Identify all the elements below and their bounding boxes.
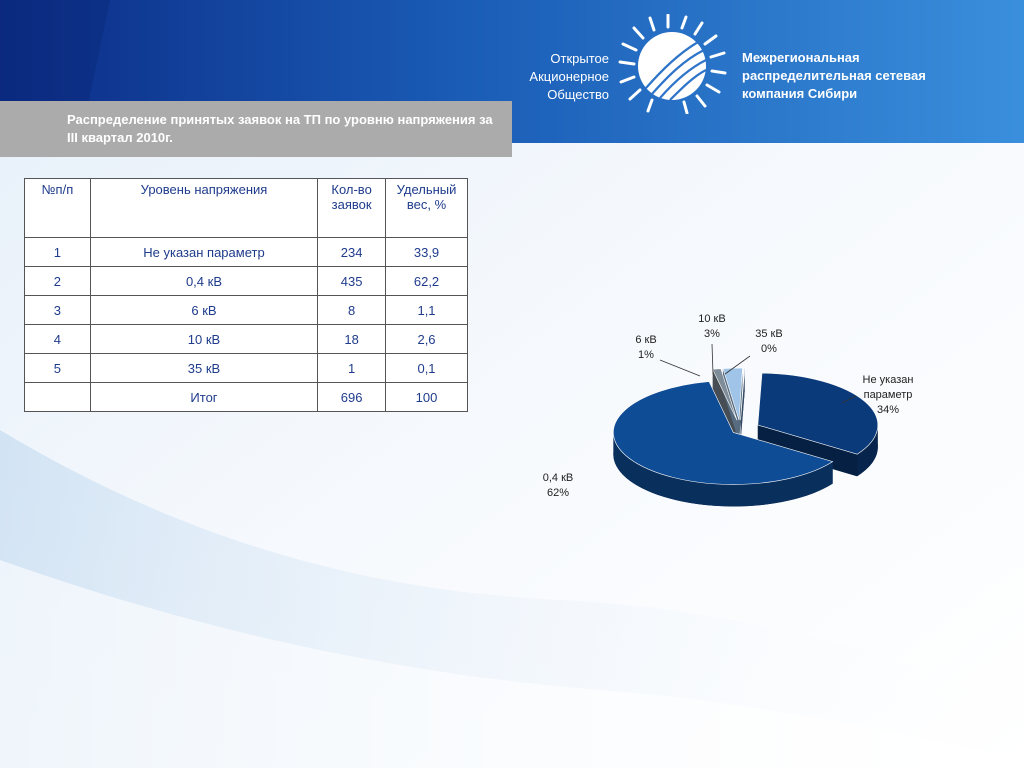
table-cell <box>25 383 91 412</box>
table-cell: 10 кВ <box>90 325 317 354</box>
table-header-row <box>25 179 468 238</box>
table-cell: 2,6 <box>386 325 468 354</box>
pie-data-label: 0,4 кВ <box>542 472 574 484</box>
applications-table <box>24 178 468 412</box>
table-cell: 8 <box>318 296 386 325</box>
pie-data-label: 1% <box>638 349 654 361</box>
company-logo-icon <box>612 14 740 114</box>
pie-data-label: 0% <box>761 343 777 355</box>
company-form-line: Открытое <box>550 51 609 66</box>
table-cell: 1,1 <box>386 296 468 325</box>
table-cell: 18 <box>318 325 386 354</box>
slide-title: Распределение принятых заявок на ТП по уровню напряжения за III квартал 2010г. <box>67 112 493 145</box>
company-name <box>742 49 1012 103</box>
col-count-header: Кол-во заявок <box>318 179 386 238</box>
table-total-row <box>25 383 468 412</box>
table-cell: Итог <box>90 383 317 412</box>
pie-data-label: параметр <box>863 389 913 401</box>
company-name-line: Межрегиональная <box>742 50 860 65</box>
table-cell: 0,4 кВ <box>90 267 317 296</box>
table-cell: 435 <box>318 267 386 296</box>
pie-data-label: 3% <box>704 328 720 340</box>
table-cell: 1 <box>25 238 91 267</box>
table-cell: 35 кВ <box>90 354 317 383</box>
table-cell: 62,2 <box>386 267 468 296</box>
company-form-line: Общество <box>547 87 609 102</box>
company-name-line: компания Сибири <box>742 86 858 101</box>
table-cell: 33,9 <box>386 238 468 267</box>
table-cell: 2 <box>25 267 91 296</box>
table-cell: 696 <box>318 383 386 412</box>
company-form-label <box>500 50 609 104</box>
table-row <box>25 267 468 296</box>
table-cell: 5 <box>25 354 91 383</box>
pie-leader-line <box>712 344 713 374</box>
pie-data-label: 62% <box>546 487 570 499</box>
table-cell: 100 <box>386 383 468 412</box>
table-row <box>25 354 468 383</box>
pie-data-label: 6 кВ <box>635 334 657 346</box>
table-cell: 6 кВ <box>90 296 317 325</box>
table-row <box>25 238 468 267</box>
table-cell: 0,1 <box>386 354 468 383</box>
table-cell: 3 <box>25 296 91 325</box>
table-row <box>25 325 468 354</box>
pie-data-label: 10 кВ <box>698 313 726 325</box>
pie-data-label: 35 кВ <box>755 328 783 340</box>
table-cell: 4 <box>25 325 91 354</box>
pie-data-label: Не указан <box>862 374 914 386</box>
voltage-pie-chart <box>520 300 1000 530</box>
table-cell: 234 <box>318 238 386 267</box>
table-row <box>25 296 468 325</box>
table-cell: Не указан параметр <box>90 238 317 267</box>
table-cell: 1 <box>318 354 386 383</box>
pie-data-label: 34% <box>876 404 900 416</box>
col-number-header: №п/п <box>25 179 91 238</box>
company-name-line: распределительная сетевая <box>742 68 926 83</box>
col-share-header: Удельный вес, % <box>386 179 468 238</box>
company-form-line: Акционерное <box>529 69 609 84</box>
pie-leader-line <box>660 360 700 376</box>
col-voltage-header: Уровень напряжения <box>90 179 317 238</box>
